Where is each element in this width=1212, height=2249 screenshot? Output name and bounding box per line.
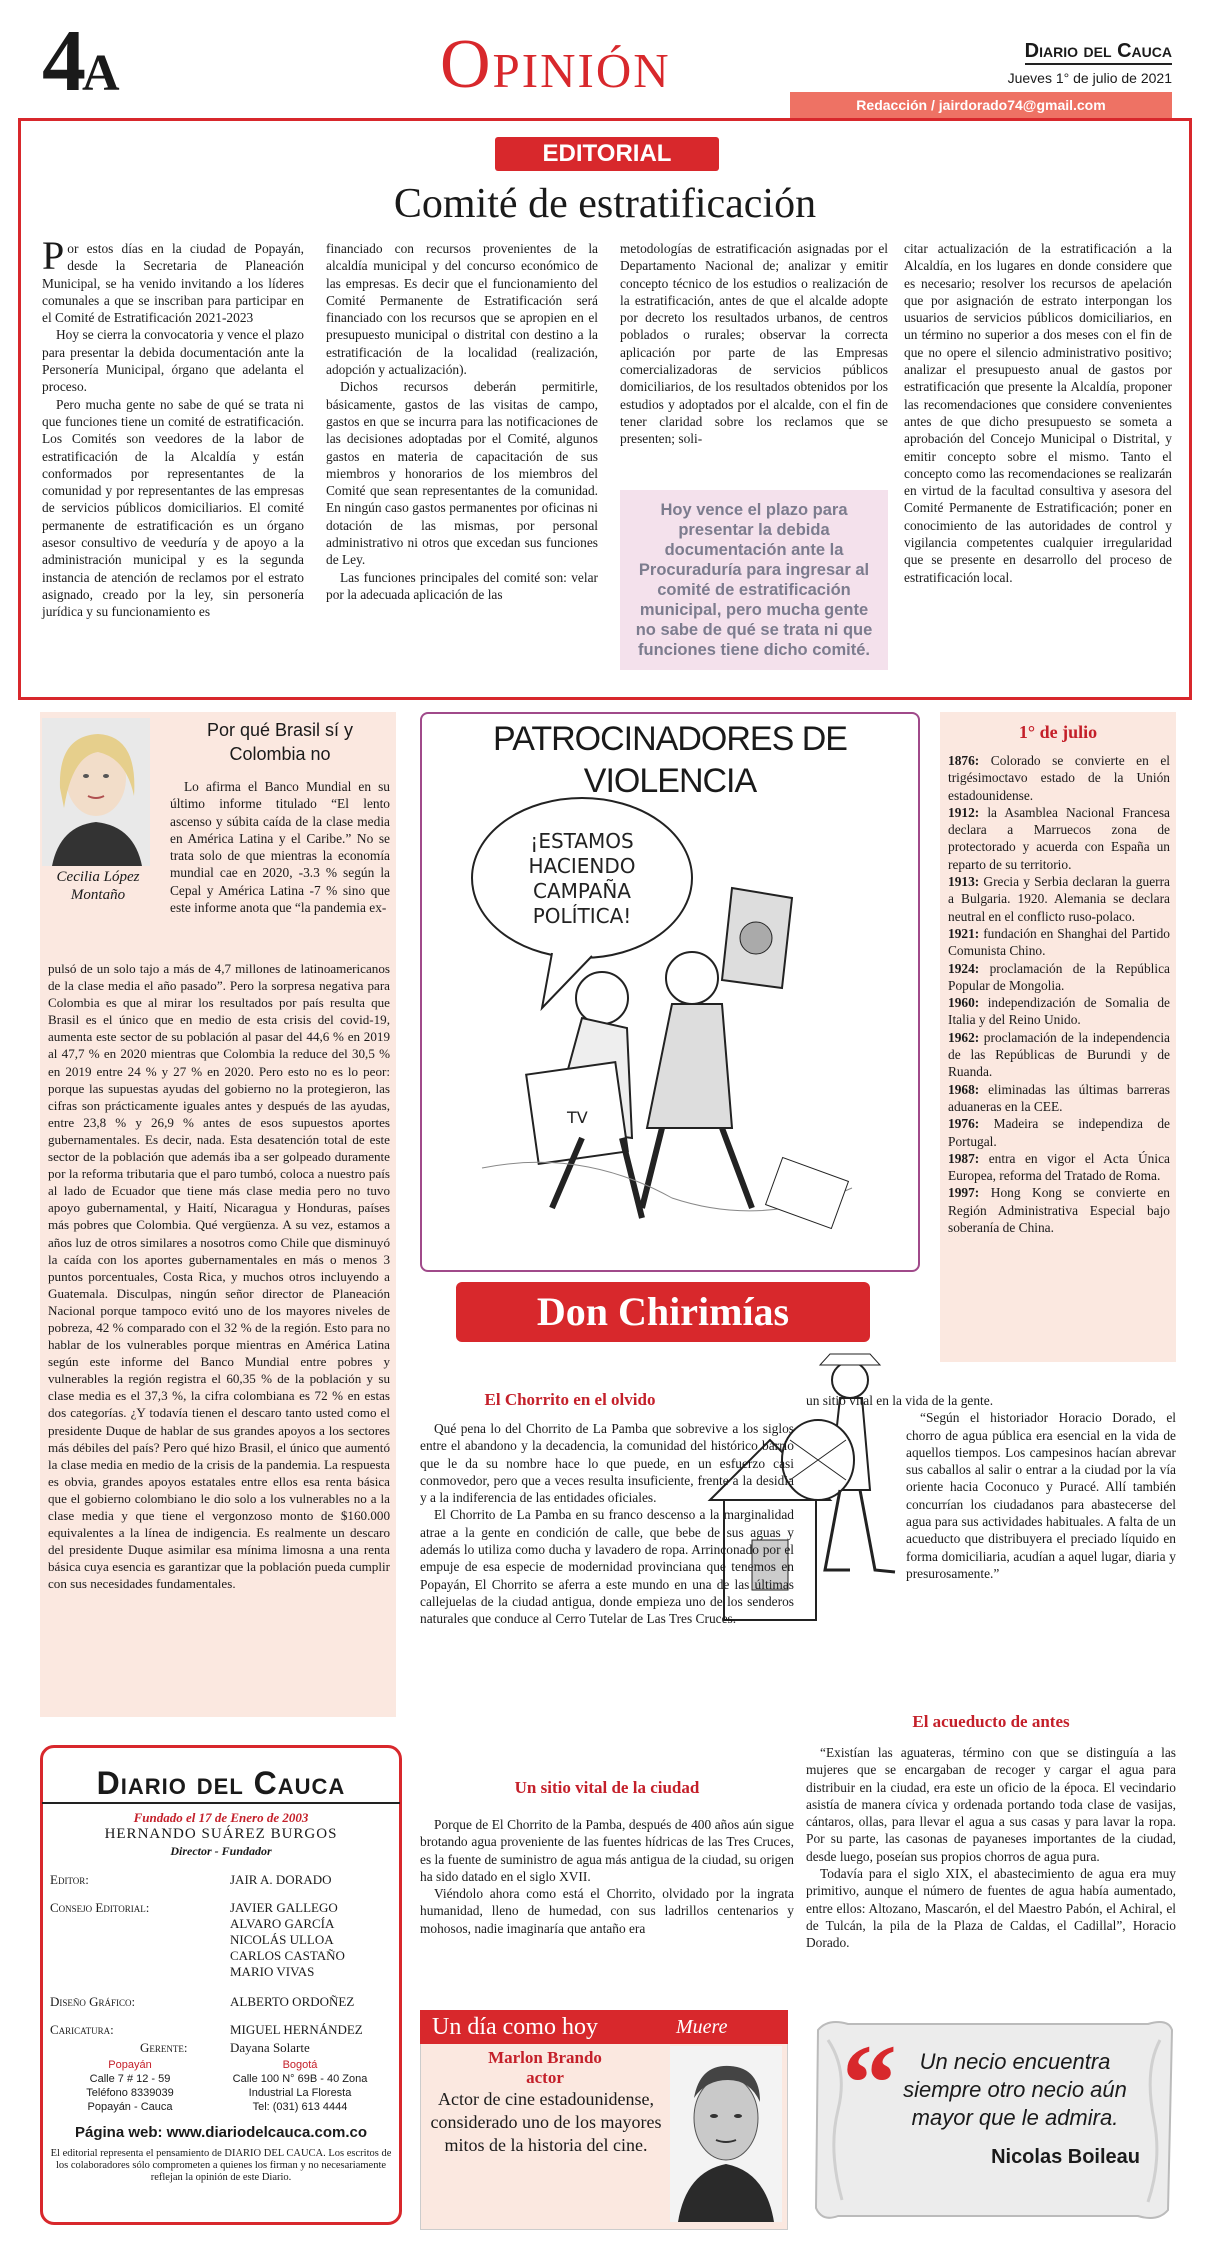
efemerides-title: 1° de julio [1018,722,1098,742]
un-dia-banner: Un día como hoy [420,2010,788,2044]
list-item: 1921: fundación en Shanghai del Partido Comunista Chino. [948,925,1170,959]
editorial-column-1: Por estos días en la ciudad de Popayán, desde la Secretaria de Planeación Municipal, se ha venido invitando a los líderes comunales a que se inscriban para participar en el Comité de Estratificación 2021-2023 Hoy se cierra la convocatoria y vence el plazo para presentar la debida documentación ante la Personería Municipal, órgano que adelanta el proceso. Pero mucha gente no sabe de qué se trata ni que funciones tiene un comité de estratificación. Los Comités son veedores de la labor de estratificación de la Alcaldía y están conformados por representantes de la comunidad y por representantes de las empresas de servicios públicos domiciliarios. El comité permanente de estratificación es un órgano asesor consultivo de veeduría y de apoyo a la administración municipal y es la segunda instancia de atención de reclamos por el estrato asignado, creado por la ley, sin personería jurídica y su funcionamiento es [42,233,304,620]
chirimias-column-1: Qué pena lo del Chorrito de La Pamba que sobrevive a los siglos entre el abandono y la decadencia, la comunidad del histórico barrio que le da su nombre hace lo que puede, en un esfuerzo casi conmovedor, pero que a veces resulta insuficiente, frente a la desidia y a la indiferencia de las entidades oficiales. El Chorrito de La Pamba en su franco descenso a la marginalidad atrae a la gente en condición de calle, que bebe de sus aguas y además lo utiliza como ducha y lavadero de ropa. Arrinconado por el empuje de esa especie de modernidad provinciana que tenemos en Popayán, El Chorrito se aferra a este mundo en una de las últimas callejuelas de la ciudad antigua, donde empieza uno de los senderos naturales que conduce al Cerro Tutelar de Las Tres Cruces. [420,1421,794,1627]
paper-name: Diario del Cauca [1025,40,1172,65]
list-item: 1976: Madeira se independiza de Portugal. [948,1116,1170,1149]
editorial-label: EDITORIAL [495,137,719,171]
editorial-title: Comité de estratificación [393,181,817,227]
svg-text:¡ESTAMOS: ¡ESTAMOS [530,829,634,853]
list-item: 1987: entra en vigor el Acta Única Europea, reforma del Tratado de Roma. [948,1150,1170,1184]
un-dia-name: Marlon Brando actor [488,2048,602,2087]
svg-text:TV: TV [567,1108,588,1127]
masthead-website[interactable]: Página web: www.diariodelcauca.com.co [74,2124,368,2141]
list-item: 1962: proclamación de la independencia de las Repúblicas de Burundi y de Ruanda. [948,1029,1170,1080]
svg-text:CAMPAÑA: CAMPAÑA [532,879,632,903]
list-item: 1912: la Asamblea Nacional Francesa declara a Marruecos zona de protectorado y acuerda con España un reparto de su territorio. [948,804,1170,872]
masthead-founded: Fundado el 17 de Enero de 2003 [133,1810,309,1825]
list-item: 1924: proclamación de la República Popular de Mongolia. [948,960,1170,993]
list-item: 1997: Hong Kong se convierte en Región Administrativa Especial bajo soberanía de China. [948,1185,1170,1236]
quote-mark-icon: “ [842,2022,897,2144]
list-item: 1876: Colorado se convierte en el trigésimoctavo estado de la Unión estadounidense. [948,753,1170,803]
un-dia-text: Actor de cine estadounidense, considerado uno de los mayores mitos de la historia del cine. [430,2089,662,2155]
editorial-column-3: metodologías de estratificación asignadas por el Departamento Nacional de; analizar y emitir concepto técnico de los estudios o realización de la estratificación, antes de que el alcalde adopte por decreto los resultados urbanos, de centros poblados o rurales; observar la correcta aplicación por parte de las Empresas comercializadoras de servicios públicos domiciliarios, de los resultados obtenidos por los estudios y adoptados por el alcalde, con el fin de tener claridad sobre los reclamos que se presenten; soli- [620,241,888,447]
editorial-pull-quote: Hoy vence el plazo para presentar la debida documentación ante la Procuraduría para ingresar al comité de estratificación municipal, pero mucha gente no sabe de qué se trata ni que funciones tiene dicho comité. [620,490,888,670]
issue-date: Jueves 1° de julio de 2021 [1007,70,1172,86]
efemerides-list [948,752,1170,1236]
chirimias-subhead-2: Un sitio vital de la ciudad [514,1778,700,1797]
column-headline: Por qué Brasil sí y Colombia no [206,720,354,764]
columnist-name: Cecilia López Montaño [56,869,140,903]
list-item: 1968: eliminadas las últimas barreras aduaneras en la CEE. [948,1081,1170,1114]
portrait-photo-icon [670,2046,782,2222]
chirimias-subhead-3: El acueducto de antes [912,1712,1070,1731]
list-item: 1960: independización de Somalia de Italia y del Reino Unido. [948,995,1170,1028]
masthead-founder-role: Director - Fundador [170,1844,272,1858]
masthead-founder: HERNANDO SUÁREZ BURGOS [104,1826,338,1842]
editorial-column-4: citar actualización de la estratificación a la Alcaldía, en los lugares en donde considere que es necesario; resolver los recursos de apelación que por asignación de estrato interpongan los usuarios de servicios públicos domiciliarios, en un término no superior a dos meses con el fin de que no opere el silencio administrativo positivo; analizar el presupuesto anual de gastos por estratificación que presente la Alcaldía, proponer las recomendaciones que considere convenientes antes de que dicho presupuesto se someta a aprobación del Concejo Municipal o Distrital, y emitir concepto sobre el mismo. Tanto el concepto como las recomendaciones se realizarán en virtud de la facultad consultiva y asesora del Comité Permanente de Estratificación; poner en conocimiento de las autoridades de control y vigilancia competentes cualquier irregularidad que se presente en desarrollo del proceso de estratificación local. [904,241,1172,585]
page-number: 4A [42,13,116,110]
quote-text: Un necio encuentra siempre otro necio aún mayor que le admira. [903,2049,1127,2130]
section-title: Opinión [440,26,671,103]
cartoon-illustration-icon [432,768,908,1264]
redaccion-bar: Redacción / jairdorado74@gmail.com [790,92,1172,118]
cartoon-title: PATROCINADORES DE VIOLENCIA [493,720,847,800]
chirimias-column-2b: “Existían las aguateras, término con que se distinguía a las mujeres que se encargaban de recoger y cargar el agua para distribuir en la ciudad, era este un oficio de la época. El vecindario asistía de manera cívica y ordenada portando toda clase de vasijas, cántaros, ollas, para llevar el agua a sus casas y para lavar la ropa. Por su parte, las casonas de payaneses importantes de la ciudad, desde luego, poseían sus propios chorros de agua pura. Todavía para el siglo XIX, el abastecimiento de agua era muy primitivo, aunque el número de fuentes de agua había aumentado, entre ellos: Altozano, Mascarón, el del Maestro Pabón, el Achiral, el de Tulcán, la pila de la Plaza de Caldas, el Cadillal”, Horacio Dorado. [806,1745,1176,1951]
masthead-disclaimer: El editorial representa el pensamiento de DIARIO DEL CAUCA. Los escritos de los colaboradores sólo comprometen a quienes los firman y no necesariamente reflejan la opinión de este Diario. [50,2148,392,2183]
masthead-paper-name: Diario del Cauca [42,1765,400,1804]
chirimias-subhead-1: El Chorrito en el olvido [484,1390,656,1409]
un-dia-tag: Muere [676,2016,728,2038]
columnist-photo [42,718,150,866]
editorial-column-2: financiado con recursos provenientes de la alcaldía municipal y del concurso económico de las empresas. Es decir que el funcionamiento del Comité Permanente de Estratificación será financiado con los recursos que se apropien en el presupuesto municipal o distrital con destino a la estratificación de la localidad (realización, adopción y actualización). Dichos recursos deberán permitirle, básicamente, gastos de las visitas de campo, gastos en que se incurra para las notificaciones de las decisiones adoptadas por el Comité, algunos gastos en materia de capacitación de sus miembros y honorarios de los miembros del Comité que sean representantes de la comunidad. En ningún caso gastos permanentes por oficinas ni dotación de las mismas, por personal administrativo ni otros que excedan sus funciones de Ley. Las funciones principales del comité son: velar por la adecuada aplicación de las [326,241,598,602]
quote-author: Nicolas Boileau [991,2146,1140,2168]
columnist-portrait-icon [42,718,150,866]
column-text-body: pulsó de un solo tajo a más de 4,7 millones de latinoamericanos de la clase media el año pasado”. Pero la sorpresa negativa para Colombia es que al mirar los resultados por país resulta que Brasil es el único que en medio de esta crisis del covid-19, aumenta este sector de su población al pasar del 44,6 % en 2019 al 47,7 % en 2020 mientras que Colombia la reduce del 30,5 % en 2019 entre 24 % y 27 % en 2020. Pero esto no es lo peor: porque las supuestas ayudas del gobierno no la protegieron, las cifras son prácticamente iguales antes y después de las ayudas, entre 23,8 % y 26,9 % antes de esos supuestos aportes gubernamentales. Es decir, nada. Esta desatención total de este sector de la población que además iba a ser golpeado duramente por la reforma tributaria que el paro tumbó, coloca a nuestro país al lado de Ecuador que tiene más clase media pero no tuvo apoyo gubernamental, y Haití, Nicaragua y Honduras, países más pobres que Colombia. Qué vergüenza. A su vez, estamos a años luz de otros similares a nosotros como Chile que disminuyó la caída con los aportes gubernamentales en más o menos 3 puntos porcentuales, Costa Rica, y muchos otros incluyendo a Guatemala. Disculpas, ningún señor director de Planeación Nacional porque tampoco evitó uno de los mayores niveles de pobreza, 42 % comparado con el 32 % de la región. Esto para no hablar de los vulnerables porque mientras en América Latina según este informe del Banco Mundial entre pobres y vulnerables la región registra el 60,35 % de la población y su clase media es el 37,3 %, la cifra colombiana es 72 % en estas dos categorías. ¿Y todavía tienen el descaro tanto usted como el presidente Duque de hablar de sus grandes apoyos a los sectores más débiles del país? Pero qué hizo Brasil, el único que aumentó la clase media en medio de la crisis de la pandemia. La respuesta es obvia, grandes apoyos estatales entre ellos esa renta básica que el gobierno colombiano le dio solo a los vulnerables no a la clase media y que tiene el vergonzoso monto de $160.000 equivalentes a la línea de indigencia. Es realmente un descaro del presidente Duque asimilar esa mínima limosna a una renta básica cuya esencia es garantizar que la población pueda cumplir con sus necesidades fundamentales. [48,961,390,1592]
column-text-top: Lo afirma el Banco Mundial en su último informe titulado “El lento ascenso y súbita caída de la clase media en América Latina y el Caribe.” No se trata solo de que mientras la economía mundial cae en 2020, -3.3 % según la Cepal y América Latina -7 % sino que este informe anota que “la pandemia ex- [170,779,390,916]
svg-text:HACIENDO: HACIENDO [528,854,636,878]
svg-text:POLÍTICA!: POLÍTICA! [532,904,632,928]
list-item: 1913: Grecia y Serbia declaran la guerra a Bulgaria. 1920. Alemania se declara neutral en el conflicto ruso-polaco. [948,874,1170,924]
chirimias-column-1b: Porque de El Chorrito de la Pamba, después de 400 años aún sigue brotando agua proveniente de las fuentes hídricas de las Tres Cruces, es la fuente de suministro de agua más antigua de la ciudad, su origen ha sido datado en el siglo XVII. Viéndolo ahora como está el Chorrito, olvidado por la ingrata humanidad, lleno de humedad, con sus ladrillos centenarios y mohosos, nadie imaginaría que antaño era [420,1817,794,1936]
chirimias-column-2: un sitio vital en la vida de la gente. “Según el historiador Horacio Dorado, el chorro de agua pública era esencial en la vida de aquellos tiempos. Los campesinos hacían abrevar sus caballos al salir o entrar a la ciudad por la vía oriente hacia Coconuco y Puracé. Allí también concurrían los ciudadanos para abastecerse del agua para sus actividades habituales. A falta de un acueducto que distribuyera el preciado líquido en forma domiciliaria, acudían a aquel lugar, diaria y presurosamente.” [806,1393,1176,1581]
chirimias-banner: Don Chirimías [456,1282,870,1342]
